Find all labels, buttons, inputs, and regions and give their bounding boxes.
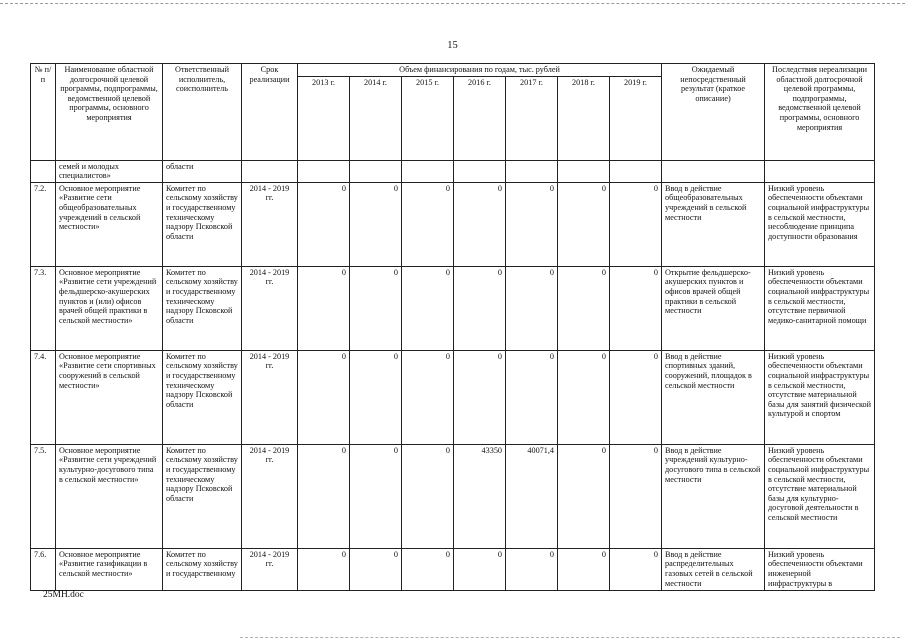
- cell-value-2015: 0: [402, 444, 454, 548]
- cell-value-2019: 0: [610, 548, 662, 590]
- cell-consequences: Низкий уровень обеспеченности объектами инженерной инфраструктуры в: [765, 548, 875, 590]
- cell-result: Открытие фельдшерско-акушерских пунктов и офисов врачей общей практики в сельской местности: [662, 266, 765, 350]
- cell-value: [610, 160, 662, 182]
- cell-executor: Комитет по сельскому хозяйству и государственному техническому надзору Псковской области: [163, 182, 242, 266]
- cell-value: [298, 160, 350, 182]
- cell-value-2016: 0: [454, 182, 506, 266]
- cell-result: Ввод в действие распределительных газовых сетей в сельской местности: [662, 548, 765, 590]
- cell-executor: Комитет по сельскому хозяйству и государственному техническому надзору Псковской области: [163, 444, 242, 548]
- cell-value-2018: 0: [558, 266, 610, 350]
- header-funding: Объем финансирования по годам, тыс. рублей: [298, 64, 662, 77]
- cell-value-2018: 0: [558, 444, 610, 548]
- cell-executor: области: [163, 160, 242, 182]
- cell-term: 2014 - 2019 гг.: [242, 350, 298, 444]
- cell-name: Основное мероприятие «Развитие сети общеобразовательных учреждений в сельской местности»: [56, 182, 163, 266]
- cell-value-2016: 0: [454, 350, 506, 444]
- cell-value-2015: 0: [402, 350, 454, 444]
- header-name: Наименование областной долгосрочной целевой программы, подпрограммы, ведомственной целевой программы, основного мероприятия: [56, 64, 163, 161]
- cell-value-2019: 0: [610, 182, 662, 266]
- cell-value: [558, 160, 610, 182]
- cell-value: [402, 160, 454, 182]
- header-year-2016: 2016 г.: [454, 76, 506, 160]
- cell-value-2015: 0: [402, 548, 454, 590]
- cell-num: 7.5.: [31, 444, 56, 548]
- cell-num: 7.4.: [31, 350, 56, 444]
- cell-num: 7.3.: [31, 266, 56, 350]
- cell-term: 2014 - 2019 гг.: [242, 182, 298, 266]
- cell-value-2018: 0: [558, 350, 610, 444]
- cell-value-2017: 0: [506, 266, 558, 350]
- table-row: [31, 266, 875, 350]
- table-row: [31, 548, 875, 590]
- cell-result: Ввод в действие общеобразовательных учреждений в сельской местности: [662, 182, 765, 266]
- program-table: [30, 63, 875, 591]
- cell-value-2017: 0: [506, 182, 558, 266]
- cell-value-2014: 0: [350, 548, 402, 590]
- header-consequences: Последствия нереализации областной долгосрочной целевой программы, подпрограммы, ведомственной целевой программы, основного мероприятия: [765, 64, 875, 161]
- header-num: № п/п: [31, 64, 56, 161]
- cell-term: 2014 - 2019 гг.: [242, 548, 298, 590]
- cell-num: 7.2.: [31, 182, 56, 266]
- cell-value-2019: 0: [610, 266, 662, 350]
- header-year-2019: 2019 г.: [610, 76, 662, 160]
- scan-edge-bottom: [240, 637, 900, 638]
- cell-consequences: Низкий уровень обеспеченности объектами социальной инфраструктуры в сельской местности, отсутствие материальной базы для культурно-досуговой деятельности в сельской местности: [765, 444, 875, 548]
- cell-consequences: Низкий уровень обеспеченности объектами социальной инфраструктуры в сельской местности, отсутствие первичной медико-санитарной помощи: [765, 266, 875, 350]
- cell-value-2015: 0: [402, 266, 454, 350]
- header-executor: Ответственный исполнитель, соисполнитель: [163, 64, 242, 161]
- cell-value: [350, 160, 402, 182]
- cell-value-2016: 0: [454, 266, 506, 350]
- header-year-2013: 2013 г.: [298, 76, 350, 160]
- cell-name: семей и молодых специалистов»: [56, 160, 163, 182]
- cell-value-2018: 0: [558, 182, 610, 266]
- cell-consequences: [765, 160, 875, 182]
- cell-executor: Комитет по сельскому хозяйству и государственному: [163, 548, 242, 590]
- cell-value-2013: 0: [298, 444, 350, 548]
- cell-result: Ввод в действие учреждений культурно-досугового типа в сельской местности: [662, 444, 765, 548]
- cell-value-2016: 43350: [454, 444, 506, 548]
- scan-edge-top: [0, 3, 905, 4]
- cell-executor: Комитет по сельскому хозяйству и государственному техническому надзору Псковской области: [163, 350, 242, 444]
- header-term: Срок реализации: [242, 64, 298, 161]
- cell-value-2013: 0: [298, 182, 350, 266]
- cell-value-2017: 0: [506, 548, 558, 590]
- cell-num: [31, 160, 56, 182]
- cell-value-2016: 0: [454, 548, 506, 590]
- cell-value-2018: 0: [558, 548, 610, 590]
- header-result: Ожидаемый непосредственный результат (краткое описание): [662, 64, 765, 161]
- cell-value-2019: 0: [610, 444, 662, 548]
- header-year-2017: 2017 г.: [506, 76, 558, 160]
- cell-value-2014: 0: [350, 444, 402, 548]
- cell-name: Основное мероприятие «Развитие сети учреждений фельдшерско-акушерских пунктов и (или) офисов врачей общей практики в сельской местности»: [56, 266, 163, 350]
- cell-value-2013: 0: [298, 266, 350, 350]
- cell-value-2013: 0: [298, 350, 350, 444]
- cell-value-2015: 0: [402, 182, 454, 266]
- cell-term: [242, 160, 298, 182]
- table-row: [31, 182, 875, 266]
- cell-value-2014: 0: [350, 182, 402, 266]
- cell-result: Ввод в действие спортивных зданий, сооружений, площадок в сельской местности: [662, 350, 765, 444]
- cell-term: 2014 - 2019 гг.: [242, 266, 298, 350]
- header-year-2018: 2018 г.: [558, 76, 610, 160]
- cell-value-2014: 0: [350, 266, 402, 350]
- header-row-1: [31, 64, 875, 77]
- footer-file-name: 25МН.doc: [43, 590, 84, 600]
- table-row: [31, 350, 875, 444]
- header-year-2015: 2015 г.: [402, 76, 454, 160]
- table-row-continuation: [31, 160, 875, 182]
- cell-name: Основное мероприятие «Развитие сети учреждений культурно-досугового типа в сельской местности»: [56, 444, 163, 548]
- cell-value-2017: 40071,4: [506, 444, 558, 548]
- cell-term: 2014 - 2019 гг.: [242, 444, 298, 548]
- cell-value-2013: 0: [298, 548, 350, 590]
- cell-value-2017: 0: [506, 350, 558, 444]
- cell-executor: Комитет по сельскому хозяйству и государственному техническому надзору Псковской области: [163, 266, 242, 350]
- cell-name: Основное мероприятие «Развитие газификации в сельской местности»: [56, 548, 163, 590]
- cell-consequences: Низкий уровень обеспеченности объектами социальной инфраструктуры в сельской местности, отсутствие материальной базы для занятий физической культурой и спортом: [765, 350, 875, 444]
- cell-result: [662, 160, 765, 182]
- cell-value-2019: 0: [610, 350, 662, 444]
- cell-num: 7.6.: [31, 548, 56, 590]
- cell-value: [454, 160, 506, 182]
- cell-consequences: Низкий уровень обеспеченности объектами социальной инфраструктуры в сельской местности, несоблюдение принципа доступности образования: [765, 182, 875, 266]
- page-number: 15: [447, 40, 458, 51]
- cell-value: [506, 160, 558, 182]
- cell-name: Основное мероприятие «Развитие сети спортивных сооружений в сельской местности»: [56, 350, 163, 444]
- header-year-2014: 2014 г.: [350, 76, 402, 160]
- cell-value-2014: 0: [350, 350, 402, 444]
- table-row: [31, 444, 875, 548]
